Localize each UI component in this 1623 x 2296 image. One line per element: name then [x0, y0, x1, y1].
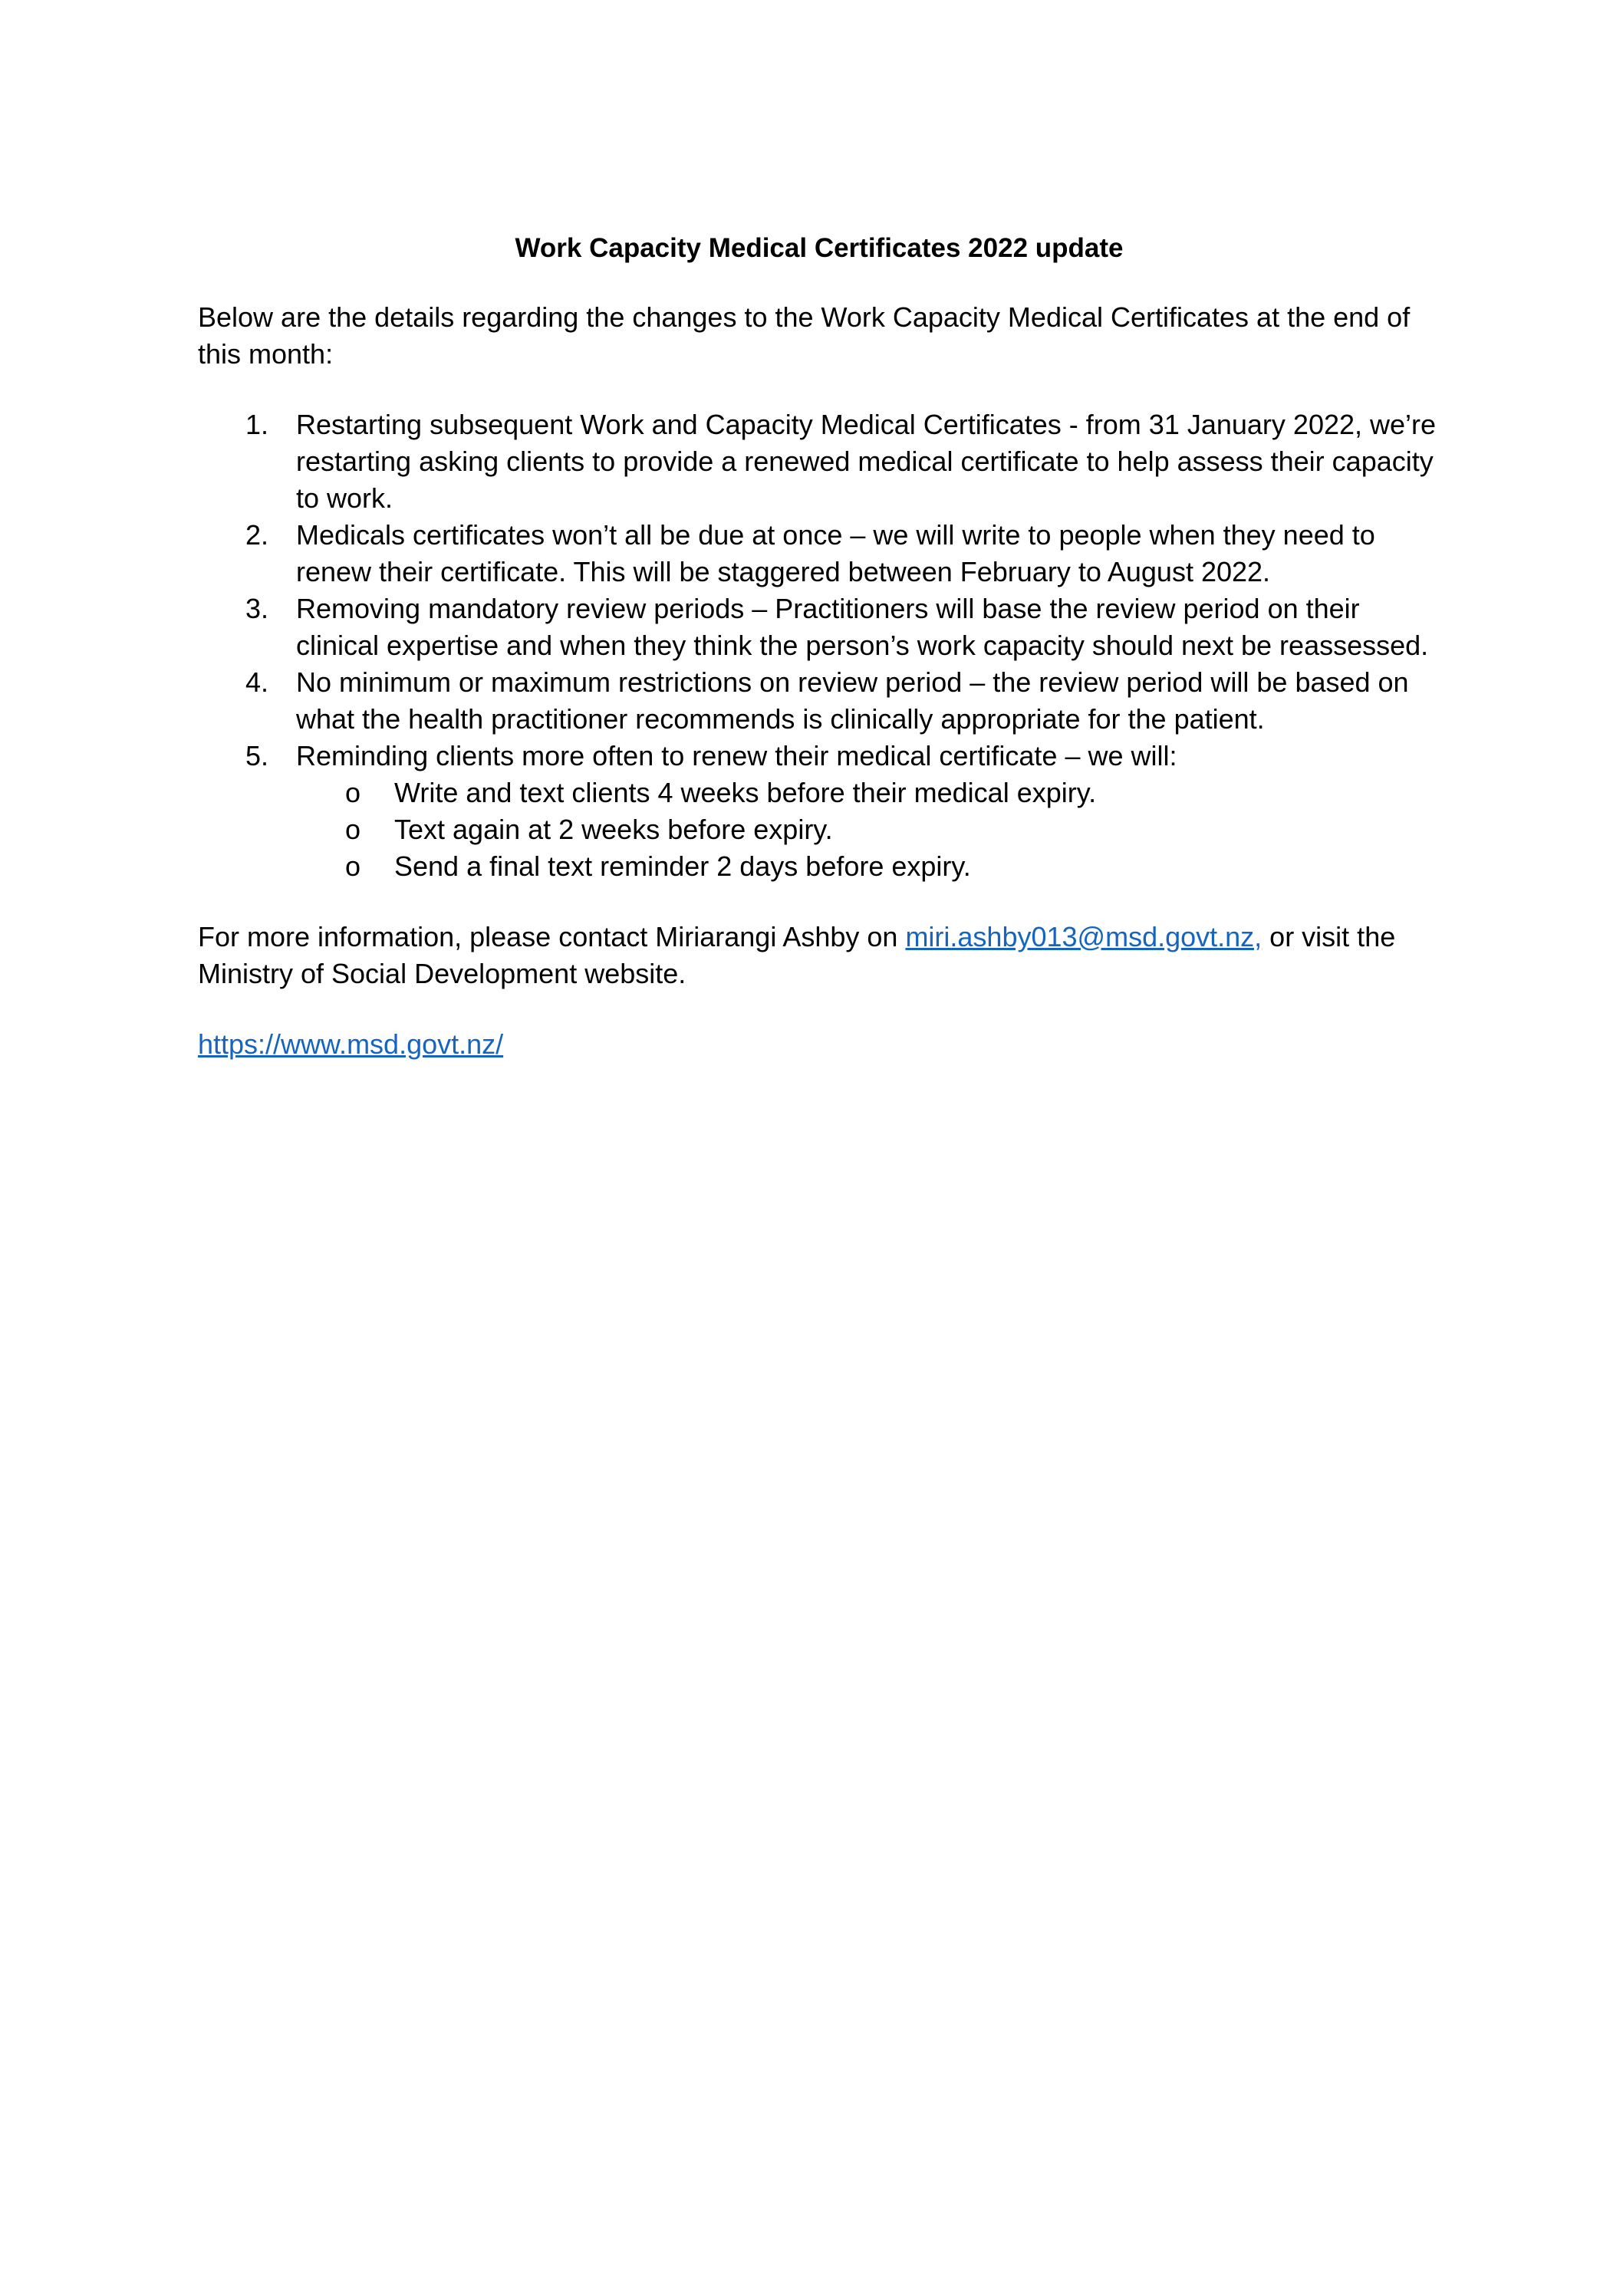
list-number: 3. — [245, 593, 269, 624]
list-item-text: No minimum or maximum restrictions on review period – the review period will be based on what the health practitioner recommends is clinically appropriate for the patient. — [296, 666, 1409, 735]
document-title: Work Capacity Medical Certificates 2022 update — [515, 233, 1124, 263]
list-number: 5. — [245, 740, 269, 771]
hollow-bullet-icon: o — [345, 850, 361, 882]
hollow-bullet-icon: o — [345, 777, 361, 808]
list-item — [198, 590, 1440, 664]
sub-list-item-text: Send a final text reminder 2 days before expiry. — [394, 850, 971, 882]
list-item — [198, 517, 1440, 590]
sub-list-item — [296, 848, 1440, 885]
website-link[interactable]: https://www.msd.govt.nz/ — [198, 1028, 504, 1060]
list-item-text: Removing mandatory review periods – Practitioners will base the review period on their clinical expertise and when they think the person’s work capacity should next be reassessed. — [296, 593, 1429, 661]
list-item-text: Reminding clients more often to renew their medical certificate – we will: — [296, 740, 1177, 771]
contact-paragraph — [198, 919, 1440, 992]
list-number: 4. — [245, 666, 269, 698]
contact-email-link[interactable]: miri.ashby013@msd.govt.nz, — [905, 921, 1263, 952]
sub-list-item-text: Text again at 2 weeks before expiry. — [394, 814, 833, 845]
list-item — [198, 406, 1440, 517]
hollow-bullet-icon: o — [345, 814, 361, 845]
document-content — [198, 230, 1440, 1097]
list-item-text: Restarting subsequent Work and Capacity Medical Certificates - from 31 January 2022, we’re restarting asking clients to provide a renewed medical certificate to help assess their capacity to work. — [296, 409, 1437, 514]
website-paragraph — [198, 1026, 1440, 1063]
list-number: 2. — [245, 519, 269, 551]
contact-text-before: For more information, please contact Miriarangi Ashby on — [198, 921, 906, 952]
intro-paragraph: Below are the details regarding the changes to the Work Capacity Medical Certificates at the end of this month: — [198, 301, 1411, 370]
reminder-sub-list — [296, 775, 1440, 885]
sub-list-item-text: Write and text clients 4 weeks before their medical expiry. — [394, 777, 1097, 808]
sub-list-item — [296, 811, 1440, 848]
changes-list — [198, 406, 1440, 885]
list-item — [198, 664, 1440, 738]
list-item — [198, 738, 1440, 885]
list-item-text: Medicals certificates won’t all be due at once – we will write to people when they need to renew their certificate. This will be staggered between February to August 2022. — [296, 519, 1375, 587]
contact-text-after: or visit the Ministry of Social Development website. — [198, 921, 1396, 989]
list-number: 1. — [245, 409, 269, 440]
sub-list-item — [296, 775, 1440, 811]
